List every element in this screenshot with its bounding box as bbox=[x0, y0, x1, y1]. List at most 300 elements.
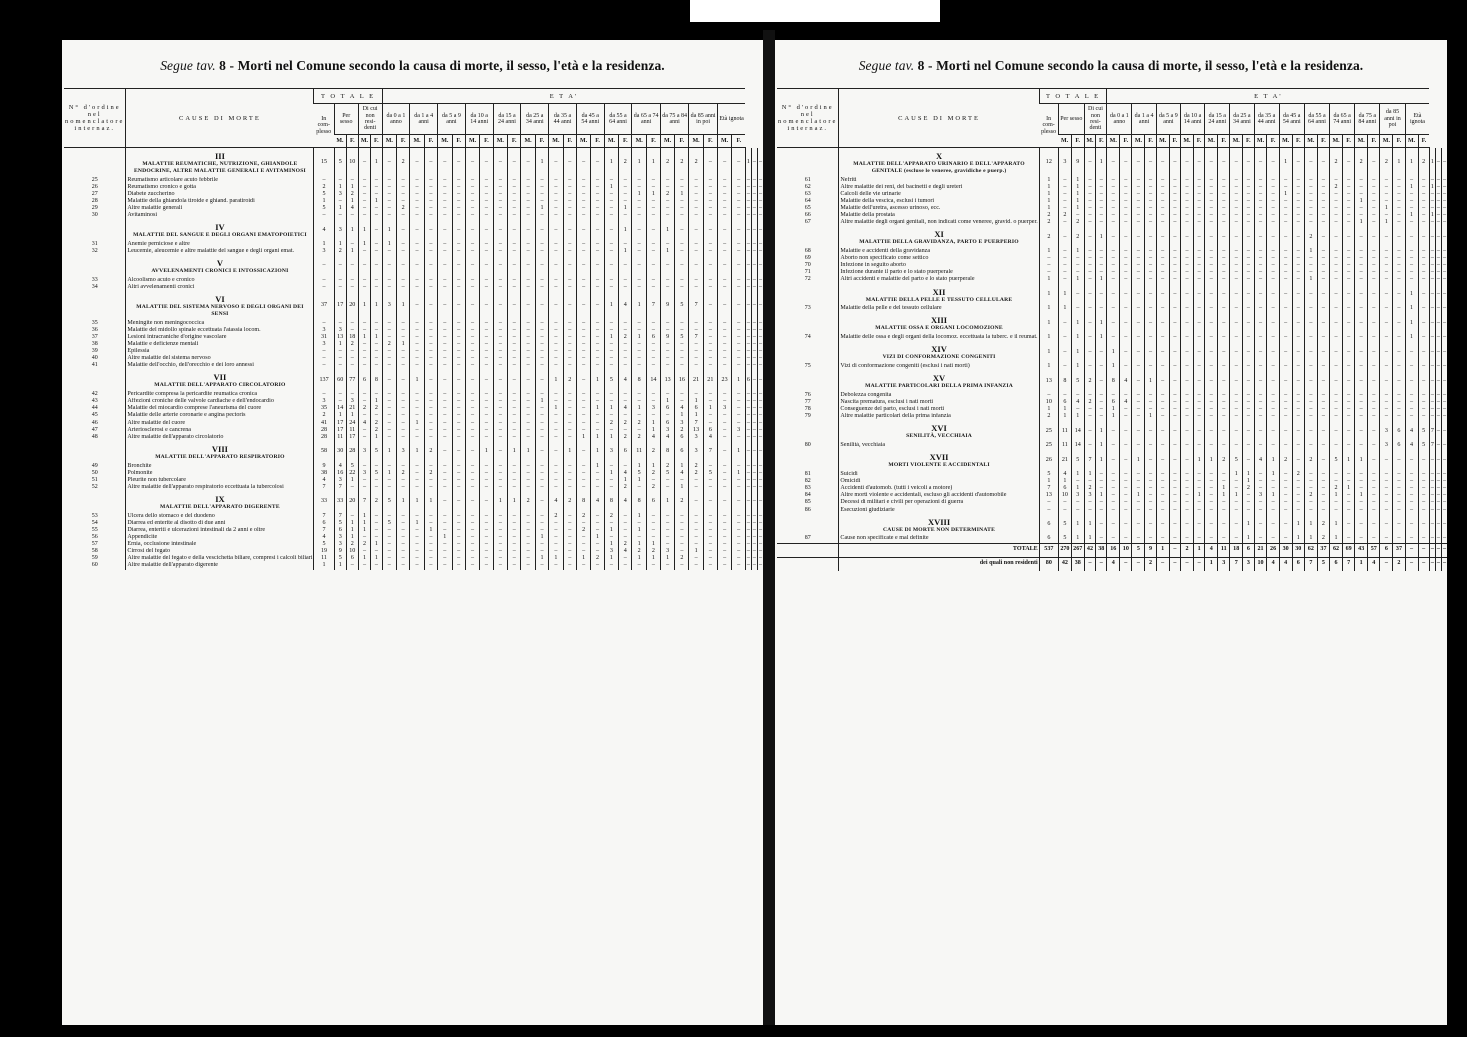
value-cell: – bbox=[410, 148, 424, 177]
value-cell: 2 bbox=[1355, 148, 1368, 177]
value-cell: 2 bbox=[1084, 485, 1096, 492]
value-cell: 4 bbox=[619, 548, 632, 555]
value-cell: – bbox=[758, 541, 762, 548]
value-cell: – bbox=[1380, 198, 1393, 205]
value-cell: – bbox=[1243, 198, 1254, 205]
value-cell: – bbox=[1405, 514, 1418, 536]
value-cell: 5 bbox=[1058, 514, 1071, 536]
value-cell: – bbox=[660, 534, 674, 541]
value-cell: 1 bbox=[1405, 334, 1418, 341]
value-cell: – bbox=[1317, 312, 1329, 334]
value-cell: 1 bbox=[371, 148, 382, 177]
value-cell: – bbox=[619, 427, 632, 434]
value-cell: – bbox=[1368, 276, 1380, 283]
value-cell: – bbox=[382, 320, 396, 327]
cause-cell: Infezione durante il parto e lo stato puerperale bbox=[839, 269, 1039, 276]
value-cell: 1 bbox=[632, 405, 646, 412]
header-female: F. bbox=[1145, 135, 1156, 148]
value-cell: – bbox=[746, 555, 750, 562]
value-cell: – bbox=[703, 541, 717, 548]
value-cell: – bbox=[619, 198, 632, 205]
value-cell: – bbox=[1393, 363, 1405, 370]
left-mortality-table bbox=[64, 88, 763, 570]
value-cell: 14 bbox=[1071, 442, 1084, 449]
value-cell: – bbox=[521, 520, 535, 527]
value-cell: – bbox=[1132, 177, 1145, 184]
value-cell: – bbox=[591, 548, 604, 555]
value-cell: – bbox=[1368, 269, 1380, 276]
value-cell: – bbox=[1071, 478, 1084, 485]
value-cell: 1 bbox=[549, 405, 563, 412]
value-cell: – bbox=[1205, 312, 1218, 334]
value-cell: – bbox=[1317, 205, 1329, 212]
value-cell: – bbox=[1132, 370, 1145, 392]
value-cell: – bbox=[397, 562, 410, 569]
value-cell: – bbox=[632, 205, 646, 212]
value-cell: – bbox=[604, 355, 618, 362]
value-cell: – bbox=[438, 491, 452, 513]
code-cell: 66 bbox=[804, 212, 811, 219]
value-cell: 1 bbox=[334, 562, 346, 569]
value-cell: – bbox=[1435, 148, 1441, 177]
value-cell: – bbox=[660, 391, 674, 398]
value-cell: – bbox=[1169, 413, 1180, 420]
value-cell: – bbox=[1317, 334, 1329, 341]
value-cell: – bbox=[1342, 363, 1354, 370]
value-cell: 1 bbox=[1039, 284, 1058, 306]
value-cell: – bbox=[758, 412, 762, 419]
value-cell: 2 bbox=[346, 541, 358, 548]
value-cell: – bbox=[1058, 226, 1071, 248]
value-cell: – bbox=[508, 320, 521, 327]
cause-cell: Malattie delle ossa e degli organi della locomoz. eccettuata la tuberc. e il reumat. bbox=[840, 334, 1038, 341]
section-numeral: XIII bbox=[931, 315, 948, 326]
value-cell: – bbox=[1230, 420, 1243, 442]
value-cell: – bbox=[660, 320, 674, 327]
value-cell: – bbox=[1393, 471, 1405, 478]
value-cell: – bbox=[563, 420, 576, 427]
value-cell: 1 bbox=[1071, 334, 1084, 341]
value-cell: – bbox=[1355, 420, 1368, 442]
value-cell: – bbox=[438, 212, 452, 219]
value-cell: – bbox=[717, 255, 732, 277]
header-totale: T O T A L E bbox=[1039, 89, 1107, 104]
value-cell: – bbox=[549, 341, 563, 348]
value-cell: – bbox=[1380, 262, 1393, 269]
value-cell: – bbox=[1418, 449, 1429, 471]
value-cell: 1 bbox=[1430, 212, 1434, 219]
value-cell: – bbox=[465, 491, 479, 513]
value-cell: – bbox=[1430, 334, 1434, 341]
value-cell: – bbox=[1418, 341, 1429, 363]
value-cell: – bbox=[675, 241, 689, 248]
value-cell: – bbox=[1317, 499, 1329, 506]
section-cause-cell bbox=[126, 369, 314, 391]
value-cell: – bbox=[1330, 370, 1343, 392]
value-cell: – bbox=[717, 241, 732, 248]
value-cell: – bbox=[1267, 420, 1279, 442]
value-cell: – bbox=[508, 412, 521, 419]
value-cell: – bbox=[382, 412, 396, 419]
value-cell: – bbox=[410, 191, 424, 198]
value-cell: – bbox=[1442, 212, 1446, 219]
value-cell: – bbox=[1107, 198, 1120, 205]
value-cell: – bbox=[1193, 471, 1204, 478]
value-cell: – bbox=[689, 391, 703, 398]
value-cell: – bbox=[563, 348, 576, 355]
code-cell: 63 bbox=[804, 190, 811, 197]
cause-cell: Altre malattie degli organi genitali, non indicati come veneree, gravid. o puerper. bbox=[840, 219, 1038, 226]
code-cell: 64 bbox=[804, 197, 811, 204]
value-cell: 1 bbox=[424, 527, 437, 534]
value-cell: – bbox=[508, 470, 521, 477]
value-cell: – bbox=[452, 219, 465, 241]
value-cell: – bbox=[358, 477, 370, 484]
value-cell: 20 bbox=[346, 291, 358, 320]
value-cell: – bbox=[703, 248, 717, 255]
value-cell: – bbox=[1193, 478, 1204, 485]
value-cell: 6 bbox=[660, 405, 674, 412]
value-cell: – bbox=[1368, 341, 1380, 363]
value-cell: 1 bbox=[1405, 312, 1418, 334]
value-cell: – bbox=[1193, 557, 1204, 571]
value-cell: – bbox=[1393, 406, 1405, 413]
value-cell: – bbox=[493, 334, 507, 341]
value-cell: – bbox=[1330, 177, 1343, 184]
value-cell: 4 bbox=[1279, 557, 1292, 571]
value-cell: – bbox=[371, 205, 382, 212]
value-cell: – bbox=[1218, 191, 1230, 198]
value-cell: 1 bbox=[632, 477, 646, 484]
value-cell: – bbox=[1254, 420, 1267, 442]
value-cell: – bbox=[576, 534, 590, 541]
value-cell: – bbox=[535, 248, 548, 255]
value-cell: – bbox=[1218, 507, 1230, 514]
value-cell: – bbox=[410, 205, 424, 212]
cause-cell: Leucemie, aleucemie e altre malattie del sangue e degli organi emat. bbox=[126, 248, 314, 255]
value-cell: – bbox=[465, 348, 479, 355]
value-cell: – bbox=[371, 191, 382, 198]
value-cell: – bbox=[424, 219, 437, 241]
table-row bbox=[777, 392, 1447, 399]
value-cell: – bbox=[1181, 226, 1194, 248]
value-cell: – bbox=[1368, 471, 1380, 478]
value-cell: – bbox=[424, 484, 437, 491]
value-cell: – bbox=[758, 469, 762, 476]
value-cell: – bbox=[1405, 471, 1418, 478]
value-cell: – bbox=[1120, 406, 1132, 413]
value-cell: – bbox=[1193, 177, 1204, 184]
value-cell: – bbox=[675, 205, 689, 212]
code-cell bbox=[64, 369, 126, 391]
value-cell: – bbox=[397, 355, 410, 362]
value-cell: – bbox=[1342, 535, 1354, 543]
value-cell: – bbox=[521, 212, 535, 219]
value-cell: 5 bbox=[604, 369, 618, 391]
value-cell: – bbox=[1317, 341, 1329, 363]
value-cell: – bbox=[410, 477, 424, 484]
header-female: F. bbox=[1071, 135, 1084, 148]
top-light-gap bbox=[690, 0, 940, 22]
value-cell: – bbox=[576, 277, 590, 284]
value-cell: 17 bbox=[334, 427, 346, 434]
value-cell: – bbox=[382, 434, 396, 441]
value-cell: 16 bbox=[675, 369, 689, 391]
value-cell: – bbox=[632, 255, 646, 277]
value-cell: – bbox=[689, 534, 703, 541]
value-cell: – bbox=[1169, 471, 1180, 478]
value-cell: – bbox=[358, 412, 370, 419]
value-cell: 1 bbox=[1243, 478, 1254, 485]
value-cell: – bbox=[493, 441, 507, 463]
value-cell: 1 bbox=[1330, 492, 1343, 499]
value-cell: 2 bbox=[1243, 485, 1254, 492]
value-cell: – bbox=[717, 434, 732, 441]
value-cell: – bbox=[535, 255, 548, 277]
value-cell: – bbox=[646, 513, 660, 520]
value-cell: 1 bbox=[1145, 413, 1156, 420]
value-cell: – bbox=[1145, 284, 1156, 306]
value-cell: – bbox=[1169, 177, 1180, 184]
value-cell: – bbox=[1254, 413, 1267, 420]
value-cell: – bbox=[1145, 399, 1156, 406]
value-cell: – bbox=[465, 369, 479, 391]
value-cell: – bbox=[371, 341, 382, 348]
value-cell: – bbox=[493, 327, 507, 334]
section-numeral: IX bbox=[215, 494, 225, 504]
value-cell: – bbox=[732, 327, 746, 334]
section-row bbox=[64, 255, 763, 277]
value-cell: 1 bbox=[1243, 514, 1254, 536]
value-cell: – bbox=[1218, 370, 1230, 392]
value-cell: – bbox=[314, 284, 334, 291]
value-cell: 7 bbox=[1230, 557, 1243, 571]
value-cell: 3 bbox=[314, 398, 334, 405]
value-cell: – bbox=[410, 327, 424, 334]
value-cell: – bbox=[1084, 255, 1096, 262]
value-cell: 1 bbox=[371, 334, 382, 341]
header-age-group: da 1 a 4 anni bbox=[1132, 104, 1156, 135]
value-cell: – bbox=[452, 369, 465, 391]
value-cell: – bbox=[1442, 391, 1446, 398]
value-cell: 7 bbox=[689, 420, 703, 427]
value-cell: 2 bbox=[591, 555, 604, 562]
value-cell: – bbox=[1368, 370, 1380, 392]
value-cell: 5 bbox=[1418, 442, 1429, 449]
value-cell: – bbox=[452, 291, 465, 320]
value-cell: – bbox=[438, 334, 452, 341]
value-cell: – bbox=[1156, 184, 1169, 191]
value-cell: – bbox=[358, 205, 370, 212]
value-cell: – bbox=[1342, 334, 1354, 341]
value-cell: 3 bbox=[660, 548, 674, 555]
value-cell: – bbox=[1181, 262, 1194, 269]
value-cell: – bbox=[591, 562, 604, 569]
value-cell: – bbox=[717, 212, 732, 219]
value-cell: – bbox=[1145, 442, 1156, 449]
value-cell: 4 bbox=[619, 369, 632, 391]
value-cell: – bbox=[410, 241, 424, 248]
value-cell: – bbox=[1355, 507, 1368, 514]
value-cell: 1 bbox=[732, 441, 746, 463]
value-cell: – bbox=[397, 520, 410, 527]
value-cell: – bbox=[521, 320, 535, 327]
value-cell: – bbox=[1254, 191, 1267, 198]
value-cell: – bbox=[604, 327, 618, 334]
value-cell: – bbox=[1304, 370, 1317, 392]
value-cell: – bbox=[1393, 248, 1405, 255]
value-cell: – bbox=[646, 212, 660, 219]
table-row bbox=[777, 478, 1447, 485]
value-cell: 1 bbox=[732, 369, 746, 391]
header-female: F. bbox=[346, 135, 358, 148]
value-cell: – bbox=[1442, 190, 1446, 197]
value-cell: – bbox=[1368, 191, 1380, 198]
value-cell: – bbox=[1230, 262, 1243, 269]
value-cell: 1 bbox=[1071, 312, 1084, 334]
value-cell: – bbox=[1169, 442, 1180, 449]
value-cell: – bbox=[382, 534, 396, 541]
value-cell: 7 bbox=[1084, 449, 1096, 471]
section-numeral: XV bbox=[932, 373, 946, 384]
value-cell: – bbox=[1181, 148, 1194, 177]
value-cell: – bbox=[689, 241, 703, 248]
value-cell: – bbox=[1230, 276, 1243, 283]
value-cell: – bbox=[563, 219, 576, 241]
value-cell: – bbox=[346, 362, 358, 369]
value-cell: – bbox=[1096, 198, 1107, 205]
value-cell: – bbox=[1193, 370, 1204, 392]
value-cell: – bbox=[752, 348, 756, 355]
value-cell: – bbox=[452, 362, 465, 369]
value-cell: – bbox=[358, 362, 370, 369]
cause-cell: Nascita prematura, esclusi i nati morti bbox=[839, 399, 1039, 406]
value-cell: – bbox=[535, 441, 548, 463]
value-cell: – bbox=[1205, 191, 1218, 198]
value-cell: – bbox=[1436, 262, 1440, 269]
value-cell: – bbox=[1279, 471, 1292, 478]
value-cell: – bbox=[1355, 184, 1368, 191]
value-cell: – bbox=[646, 184, 660, 191]
value-cell: – bbox=[1393, 198, 1405, 205]
value-cell: – bbox=[1156, 276, 1169, 283]
value-cell: – bbox=[1430, 219, 1434, 226]
value-cell: – bbox=[1205, 535, 1218, 543]
value-cell: 2 bbox=[424, 441, 437, 463]
value-cell: – bbox=[1120, 449, 1132, 471]
value-cell: – bbox=[493, 555, 507, 562]
value-cell: – bbox=[660, 205, 674, 212]
value-cell: – bbox=[619, 513, 632, 520]
value-cell: 1 bbox=[703, 405, 717, 412]
value-cell: – bbox=[1436, 413, 1440, 420]
value-cell: – bbox=[1193, 226, 1204, 248]
value-cell: – bbox=[758, 176, 762, 183]
value-cell: – bbox=[1120, 478, 1132, 485]
value-cell: – bbox=[717, 184, 732, 191]
value-cell: – bbox=[465, 355, 479, 362]
value-cell: – bbox=[334, 348, 346, 355]
value-cell: – bbox=[1317, 471, 1329, 478]
value-cell: – bbox=[1205, 471, 1218, 478]
value-cell: – bbox=[675, 534, 689, 541]
value-cell: – bbox=[424, 420, 437, 427]
value-cell: – bbox=[604, 341, 618, 348]
value-cell: – bbox=[1169, 184, 1180, 191]
value-cell: 26 bbox=[1267, 543, 1279, 557]
value-cell: – bbox=[1120, 276, 1132, 283]
value-cell: – bbox=[1380, 363, 1393, 370]
value-cell: – bbox=[1107, 191, 1120, 198]
value-cell: 1 bbox=[646, 463, 660, 470]
value-cell: – bbox=[1304, 399, 1317, 406]
header-age-group: da 10 a 14 anni bbox=[1181, 104, 1205, 135]
value-cell: – bbox=[1418, 392, 1429, 399]
value-cell: – bbox=[1430, 506, 1434, 513]
value-cell: – bbox=[563, 484, 576, 491]
value-cell: – bbox=[1084, 212, 1096, 219]
value-cell: 6 bbox=[1292, 557, 1304, 571]
value-cell: – bbox=[745, 255, 751, 277]
value-cell: 11 bbox=[1218, 543, 1230, 557]
value-cell: – bbox=[604, 562, 618, 569]
value-cell: 1 bbox=[646, 555, 660, 562]
value-cell: 1 bbox=[1355, 198, 1368, 205]
value-cell: – bbox=[1193, 334, 1204, 341]
value-cell: – bbox=[1355, 269, 1368, 276]
value-cell: – bbox=[1279, 392, 1292, 399]
value-cell: – bbox=[452, 513, 465, 520]
value-cell: – bbox=[703, 334, 717, 341]
value-cell: – bbox=[758, 483, 762, 490]
value-cell: – bbox=[438, 248, 452, 255]
value-cell: – bbox=[1205, 399, 1218, 406]
value-cell: – bbox=[757, 219, 763, 241]
value-cell: 5 bbox=[1132, 543, 1145, 557]
value-cell: 9 bbox=[314, 463, 334, 470]
header-female: F. bbox=[1243, 135, 1254, 148]
value-cell: – bbox=[1145, 191, 1156, 198]
value-cell: – bbox=[1132, 499, 1145, 506]
code-cell: 42 bbox=[91, 391, 98, 398]
value-cell: – bbox=[752, 548, 756, 555]
cause-cell: Calcoli delle vie urinarie bbox=[839, 191, 1039, 198]
value-cell: – bbox=[1292, 255, 1304, 262]
value-cell: – bbox=[1436, 219, 1440, 226]
value-cell: – bbox=[563, 434, 576, 441]
value-cell: – bbox=[521, 562, 535, 569]
value-cell: – bbox=[438, 362, 452, 369]
value-cell: – bbox=[1342, 219, 1354, 226]
code-cell: 60 bbox=[91, 562, 98, 569]
value-cell: – bbox=[382, 198, 396, 205]
value-cell: – bbox=[604, 284, 618, 291]
value-cell: – bbox=[452, 341, 465, 348]
value-cell: – bbox=[751, 255, 757, 277]
value-cell: – bbox=[619, 555, 632, 562]
value-cell: – bbox=[1355, 514, 1368, 536]
code-cell: 30 bbox=[91, 212, 98, 219]
value-cell: – bbox=[1330, 198, 1343, 205]
value-cell: – bbox=[1368, 492, 1380, 499]
value-cell: – bbox=[1292, 148, 1304, 177]
value-cell: – bbox=[1436, 334, 1440, 341]
value-cell: – bbox=[452, 320, 465, 327]
table-row bbox=[64, 520, 763, 527]
value-cell: 13 bbox=[689, 427, 703, 434]
value-cell: 2 bbox=[576, 513, 590, 520]
value-cell: – bbox=[1193, 514, 1204, 536]
